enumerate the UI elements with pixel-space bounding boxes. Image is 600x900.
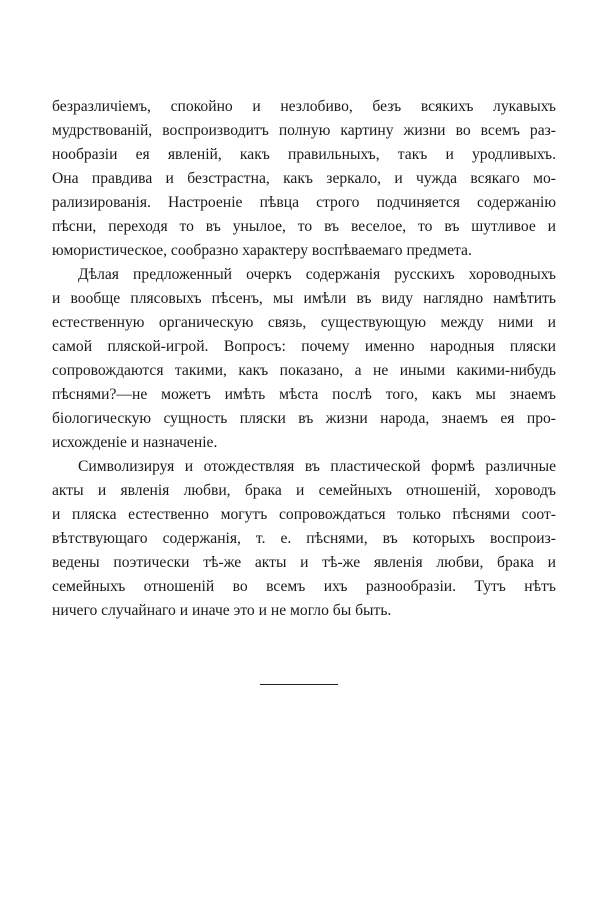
text-line: ничего случайнаго и иначе это и не могло бы быть. — [52, 602, 392, 619]
paragraph-3 — [52, 455, 556, 623]
text-line: вѣтствующаго содержанія, т. е. пѣснями, въ которыхъ воспроиз- — [52, 530, 556, 547]
text-line: Она правдива и безстрастна, какъ зеркало, и чужда всякаго мо- — [52, 170, 556, 187]
text-line: безразличіемъ, спокойно и незлобиво, безъ всякихъ лукавыхъ — [52, 98, 556, 115]
text-line: акты и явленія любви, брака и семейныхъ отношеній, хороводъ — [52, 482, 556, 499]
text-line: и пляска естественно могутъ сопровождаться только пѣснями соот- — [52, 506, 556, 523]
section-divider — [260, 684, 338, 685]
text-line: и вообще плясовыхъ пѣсенъ, мы имѣли въ виду наглядно намѣтить — [52, 290, 556, 307]
paragraph-1 — [52, 95, 556, 263]
text-line: ведены поэтически тѣ-же акты и тѣ-же явленія любви, брака и — [52, 554, 556, 571]
text-line: нообразіи ея явленій, какъ правильныхъ, такъ и уродливыхъ. — [52, 146, 556, 163]
text-line: семейныхъ отношеній во всемъ ихъ разнообразіи. Тутъ нѣтъ — [52, 578, 556, 595]
text-line: естественную органическую связь, существующую между ними и — [52, 314, 556, 331]
paragraph-2 — [52, 263, 556, 455]
text-line: Дѣлая предложенный очеркъ содержанія русскихъ хороводныхъ — [78, 266, 556, 283]
text-line: біологическую сущность пляски въ жизни народа, знаемъ ея про- — [52, 410, 556, 427]
text-line: самой пляской-игрой. Вопросъ: почему именно народныя пляски — [52, 338, 556, 355]
body-text — [52, 95, 556, 623]
text-line: юмористическое, сообразно характеру воспѣваемаго предмета. — [52, 242, 472, 259]
text-line: рализированія. Настроеніе пѣвца строго подчиняется содержанію — [52, 194, 556, 211]
text-line: исхожденіе и назначеніе. — [52, 434, 218, 451]
text-line: мудрствованій, воспроизводитъ полную картину жизни во всемъ раз- — [52, 122, 556, 139]
text-line: Символизируя и отождествляя въ пластической формѣ различные — [78, 458, 556, 475]
text-line: сопровождаются такими, какъ показано, а не иными какими-нибудь — [52, 362, 556, 379]
text-line: пѣснями?—не можетъ имѣть мѣста послѣ того, какъ мы знаемъ — [52, 386, 556, 403]
text-line: пѣсни, переходя то въ унылое, то въ веселое, то въ шутливое и — [52, 218, 556, 235]
